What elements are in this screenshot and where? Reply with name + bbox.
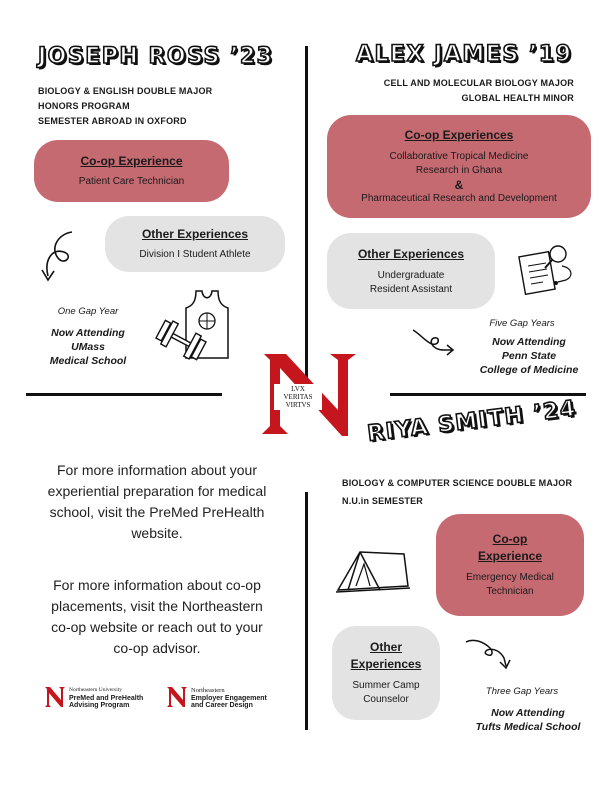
alex-details: [384, 76, 574, 106]
joseph-other-text: Division I Student Athlete: [139, 249, 251, 260]
employer-logo-line: Employer Engagement: [191, 694, 267, 702]
riya-detail: BIOLOGY & COMPUTER SCIENCE DOUBLE MAJOR: [342, 478, 573, 488]
joseph-attending-line: UMass: [71, 341, 105, 353]
joseph-other-box: [105, 216, 285, 272]
alex-coop-line: Research in Ghana: [415, 165, 503, 176]
northeastern-n-logo-icon: [166, 686, 188, 708]
alex-detail: GLOBAL HEALTH MINOR: [461, 93, 574, 103]
alex-coop-line: Pharmaceutical Research and Development: [361, 193, 557, 204]
tent-icon: [334, 546, 412, 594]
alex-name: ALEX JAMES ’19: [356, 42, 573, 67]
riya-attending-line: Tufts Medical School: [475, 721, 581, 733]
swoop-arrow-icon: [462, 636, 514, 672]
joseph-details: [38, 84, 212, 129]
joseph-detail: BIOLOGY & ENGLISH DOUBLE MAJOR: [38, 86, 213, 96]
coop-info-text: For more information about co-op placements, visit the Northeastern co-op website or reach out to your co-op advisor.: [51, 577, 263, 656]
joseph-coop-box: [34, 140, 229, 202]
alex-coop-ampersand: &: [454, 178, 464, 192]
northeastern-n-logo-icon: [44, 686, 66, 708]
alex-detail: CELL AND MOLECULAR BIOLOGY MAJOR: [383, 78, 574, 88]
divider-right-horizontal: [390, 393, 586, 396]
riya-coop-title: Co-op: [492, 532, 528, 546]
riya-gap: Three Gap Years: [485, 686, 559, 697]
joseph-detail: SEMESTER ABROAD IN OXFORD: [38, 116, 187, 126]
alex-attending-line: College of Medicine: [479, 364, 579, 376]
riya-name: RIYA SMITH ’24: [366, 396, 579, 447]
seal-motto-line: LVX: [291, 385, 305, 393]
riya-coop-line: Emergency Medical: [466, 572, 554, 583]
seal-motto-line: VERITAS: [283, 393, 313, 401]
alex-gap: Five Gap Years: [489, 318, 555, 329]
alex-attending-line: Penn State: [501, 350, 557, 362]
premed-logo-line: PreMed and PreHealth: [69, 694, 144, 702]
joseph-attending-line: Now Attending: [51, 327, 125, 339]
loop-arrow-icon: [410, 324, 458, 358]
curly-arrow-icon: [36, 226, 80, 292]
alex-attending-line: Now Attending: [492, 336, 566, 348]
joseph-coop-title: Co-op Experience: [80, 154, 183, 168]
joseph-attending-line: Medical School: [49, 355, 127, 367]
riya-other-title: Other: [369, 640, 402, 654]
riya-coop-box: [436, 514, 584, 616]
riya-other-title: Experiences: [350, 657, 422, 671]
joseph-attending: [38, 326, 138, 368]
alex-coop-line: Collaborative Tropical Medicine: [389, 151, 529, 162]
riya-other-line: Counselor: [363, 694, 409, 705]
premed-logo-line: Northeastern University: [69, 687, 122, 693]
dumbbell-icon: [154, 318, 208, 362]
riya-details: [342, 474, 572, 510]
alex-other-title: Other Experiences: [357, 246, 465, 261]
joseph-name: JOSEPH ROSS ’23: [38, 44, 274, 69]
premed-logo-line: Advising Program: [69, 702, 130, 709]
joseph-coop-text: Patient Care Technician: [78, 176, 185, 187]
riya-attending-line: Now Attending: [491, 707, 565, 719]
riya-attending: [464, 706, 592, 734]
premed-info-text: For more information about your experiential preparation for medical school, visit the PreMed PreHealth website.: [47, 462, 267, 541]
alex-coop-title: Co-op Experiences: [404, 128, 514, 142]
alex-other-line: Resident Assistant: [369, 283, 453, 295]
divider-left-horizontal: [26, 393, 222, 396]
premed-advising-logo: [44, 686, 156, 712]
divider-top-vertical: [305, 46, 308, 396]
employer-logo-line: and Career Design: [191, 702, 253, 709]
employer-engagement-logo: [166, 686, 278, 712]
seal-motto-line: VIRTVS: [285, 401, 311, 409]
joseph-other-title: Other Experiences: [141, 227, 249, 241]
premed-logo-text: [69, 687, 143, 710]
joseph-detail: HONORS PROGRAM: [38, 101, 130, 111]
divider-bottom-vertical: [305, 492, 308, 730]
alex-coop-box: [327, 115, 591, 218]
alex-attending: [464, 335, 594, 377]
alex-other-line: Undergraduate: [377, 269, 445, 281]
riya-detail: N.U.in SEMESTER: [342, 496, 424, 506]
riya-coop-line: Technician: [486, 586, 534, 597]
riya-coop-title: Experience: [477, 549, 543, 563]
document-magnifier-icon: [518, 240, 578, 298]
riya-other-line: Summer Camp: [352, 680, 420, 691]
riya-other-box: [332, 626, 440, 720]
seal-motto: [274, 384, 322, 410]
joseph-gap: One Gap Year: [57, 306, 119, 317]
employer-logo-text: [191, 687, 267, 710]
alex-other-box: [327, 233, 495, 309]
employer-logo-line: Northeastern: [191, 687, 225, 694]
northeastern-seal: [258, 350, 362, 438]
